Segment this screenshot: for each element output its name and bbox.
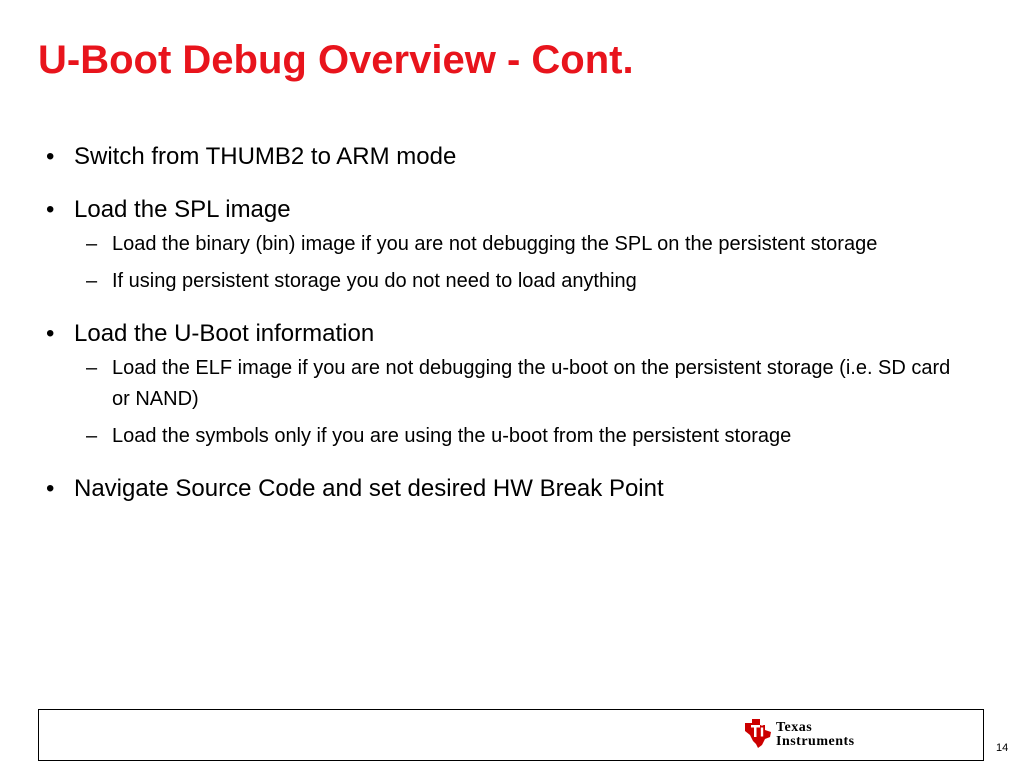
logo-line-texas: Texas [776, 720, 813, 735]
slide-title: U-Boot Debug Overview - Cont. [38, 38, 634, 82]
bullet-item [46, 472, 966, 505]
sub-bullet-item [74, 421, 966, 452]
texas-instruments-wordmark [776, 721, 855, 749]
bullet-marker: • [46, 320, 55, 347]
sub-bullet-text: Load the binary (bin) image if you are not debugging the SPL on the persistent storage [112, 233, 878, 255]
bullet-text: Navigate Source Code and set desired HW Break Point [74, 475, 664, 502]
bullet-marker: • [46, 196, 55, 223]
sub-bullet-text: Load the symbols only if you are using the u-boot from the persistent storage [112, 425, 792, 447]
sub-bullet-marker: – [86, 270, 98, 292]
bullet-text: Switch from THUMB2 to ARM mode [74, 143, 457, 170]
logo-line-instruments: Instruments [776, 734, 855, 749]
texas-instruments-logo [743, 717, 873, 753]
bullet-text: Load the U-Boot information [74, 320, 375, 347]
bullet-item [46, 140, 966, 173]
sub-bullet-marker: – [86, 425, 98, 447]
sub-bullet-marker: – [86, 357, 98, 379]
sub-bullet-text: If using persistent storage you do not need to load anything [112, 270, 637, 292]
sub-bullet-item [74, 266, 966, 297]
texas-instruments-logo-icon [743, 717, 773, 749]
bullet-marker: • [46, 475, 55, 502]
page-number: 14 [996, 742, 1009, 754]
bullet-item [46, 317, 966, 452]
sub-bullet-item [74, 229, 966, 260]
bullet-item [46, 193, 966, 297]
bullet-text: Load the SPL image [74, 196, 291, 223]
sub-bullet-text: Load the ELF image if you are not debugging the u-boot on the persistent storage (i.e. SD card or NAND) [112, 357, 951, 410]
bullet-marker: • [46, 143, 55, 170]
sub-bullet-marker: – [86, 233, 98, 255]
sub-bullet-item [74, 353, 966, 415]
bullet-list [46, 140, 966, 525]
